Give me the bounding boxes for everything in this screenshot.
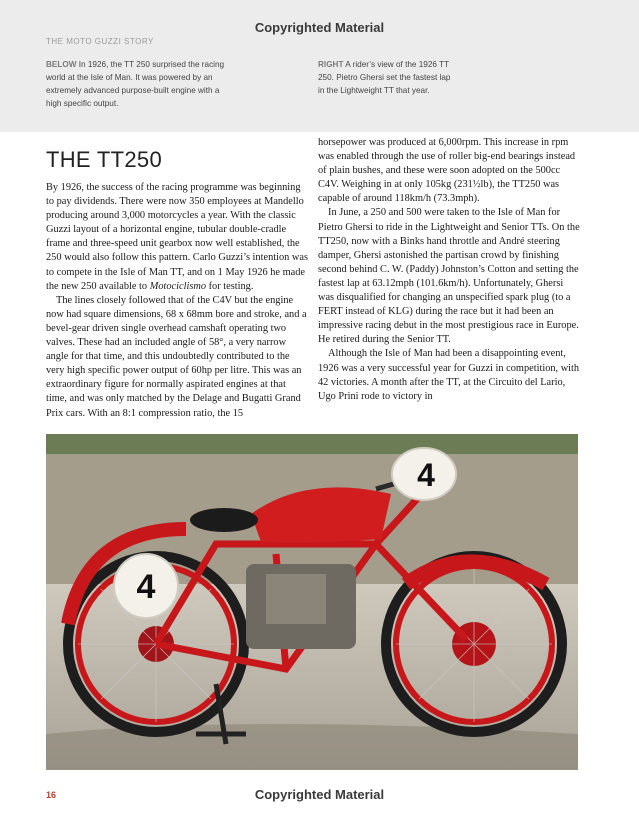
watermark-bottom: Copyrighted Material [254,787,385,802]
body-column-right [318,136,580,404]
caption-below-lead: BELOW [46,60,77,69]
page-number: 16 [46,790,57,800]
paragraph-1-text: By 1926, the success of the racing programme was beginning to pay dividends. There were now 350 employees at Mandello producing around 3,000 motorcycles a year. With the classic Guzzi layout of a horizontal engine, tubular double-cradle frame and three-speed unit gearbox now well established, the 250 would also follow this pattern. Carlo Guzzi’s intention was to compete in the Isle of Man TT, and on 1 May 1926 he made the new 250 available to [46,182,309,292]
paragraph-1-end: for testing. [206,280,254,292]
paragraph-5: Although the Isle of Man had been a disappointing event, 1926 was a very successful year for Guzzi in competition, with 42 victories. A month after the TT, at the Circuito del Lario, Ugo Prini rode to victory in [318,348,580,402]
caption-below-text: In 1926, the TT 250 surprised the racing world at the Isle of Man. It was powered by an extremely advanced purpose-built engine with a high specific output. [46,60,225,108]
watermark-top: Copyrighted Material [254,20,385,35]
article-title: THE TT250 [46,147,162,172]
running-head: THE MOTO GUZZI STORY [46,37,154,46]
paragraph-2: The lines closely followed that of the C4V but the engine now had square dimensions, 68 x 68mm bore and stroke, and a bevel-gear driven single overhead camshaft operating two valves. These had an included angle of 58°, a very narrow angle for that time, and this undoubtedly contributed to the very high specific power output of 60hp per litre. This was an extraordinary figure for normally aspirated engines at that time, and was only matched by the Delage and Bugatti Grand Prix cars. With an 8:1 compression ratio, the 15 [46,294,307,419]
caption-right-lead: RIGHT [318,60,344,69]
caption-right-text: A rider’s view of the 1926 TT 250. Pietro Ghersi set the fastest lap in the Lightweight TT that year. [318,60,451,95]
paragraph-4: In June, a 250 and 500 were taken to the Isle of Man for Pietro Ghersi to ride in the Lightweight and Senior TTs. On the TT250, now with a Binks hand throttle and André steering damper, Ghersi astonished the partisan crowd by finishing second behind C. W. (Paddy) Johnston’s Cotton and setting the fastest lap at 63.12mph (101.6km/h). Unfortunately, Ghersi was disqualified for changing an unspecified spark plug (to a FERT instead of KLG) during the race but it had been an impressive racing debut in the most prestigious race in Europe. He retired during the Senior TT. [318,207,580,346]
motorcycle-photo [46,434,578,770]
paragraph-3: horsepower was produced at 6,000rpm. This increase in rpm was enabled through the use of roller big-end bearings instead of plain bushes, and these were soon adopted on the 500cc C4V. Weighing in at only 105kg (231½lb), the TT250 was capable of around 118km/h (73.3mph). [318,137,576,205]
caption-right [318,58,458,97]
motorcycle-illustration [46,434,578,770]
rear-plate-number: 4 [136,568,156,606]
caption-below [46,58,231,110]
paragraph-1 [46,181,309,294]
body-column-left [46,181,309,421]
front-plate-number: 4 [417,457,435,493]
magazine-name: Motociclismo [149,280,207,292]
